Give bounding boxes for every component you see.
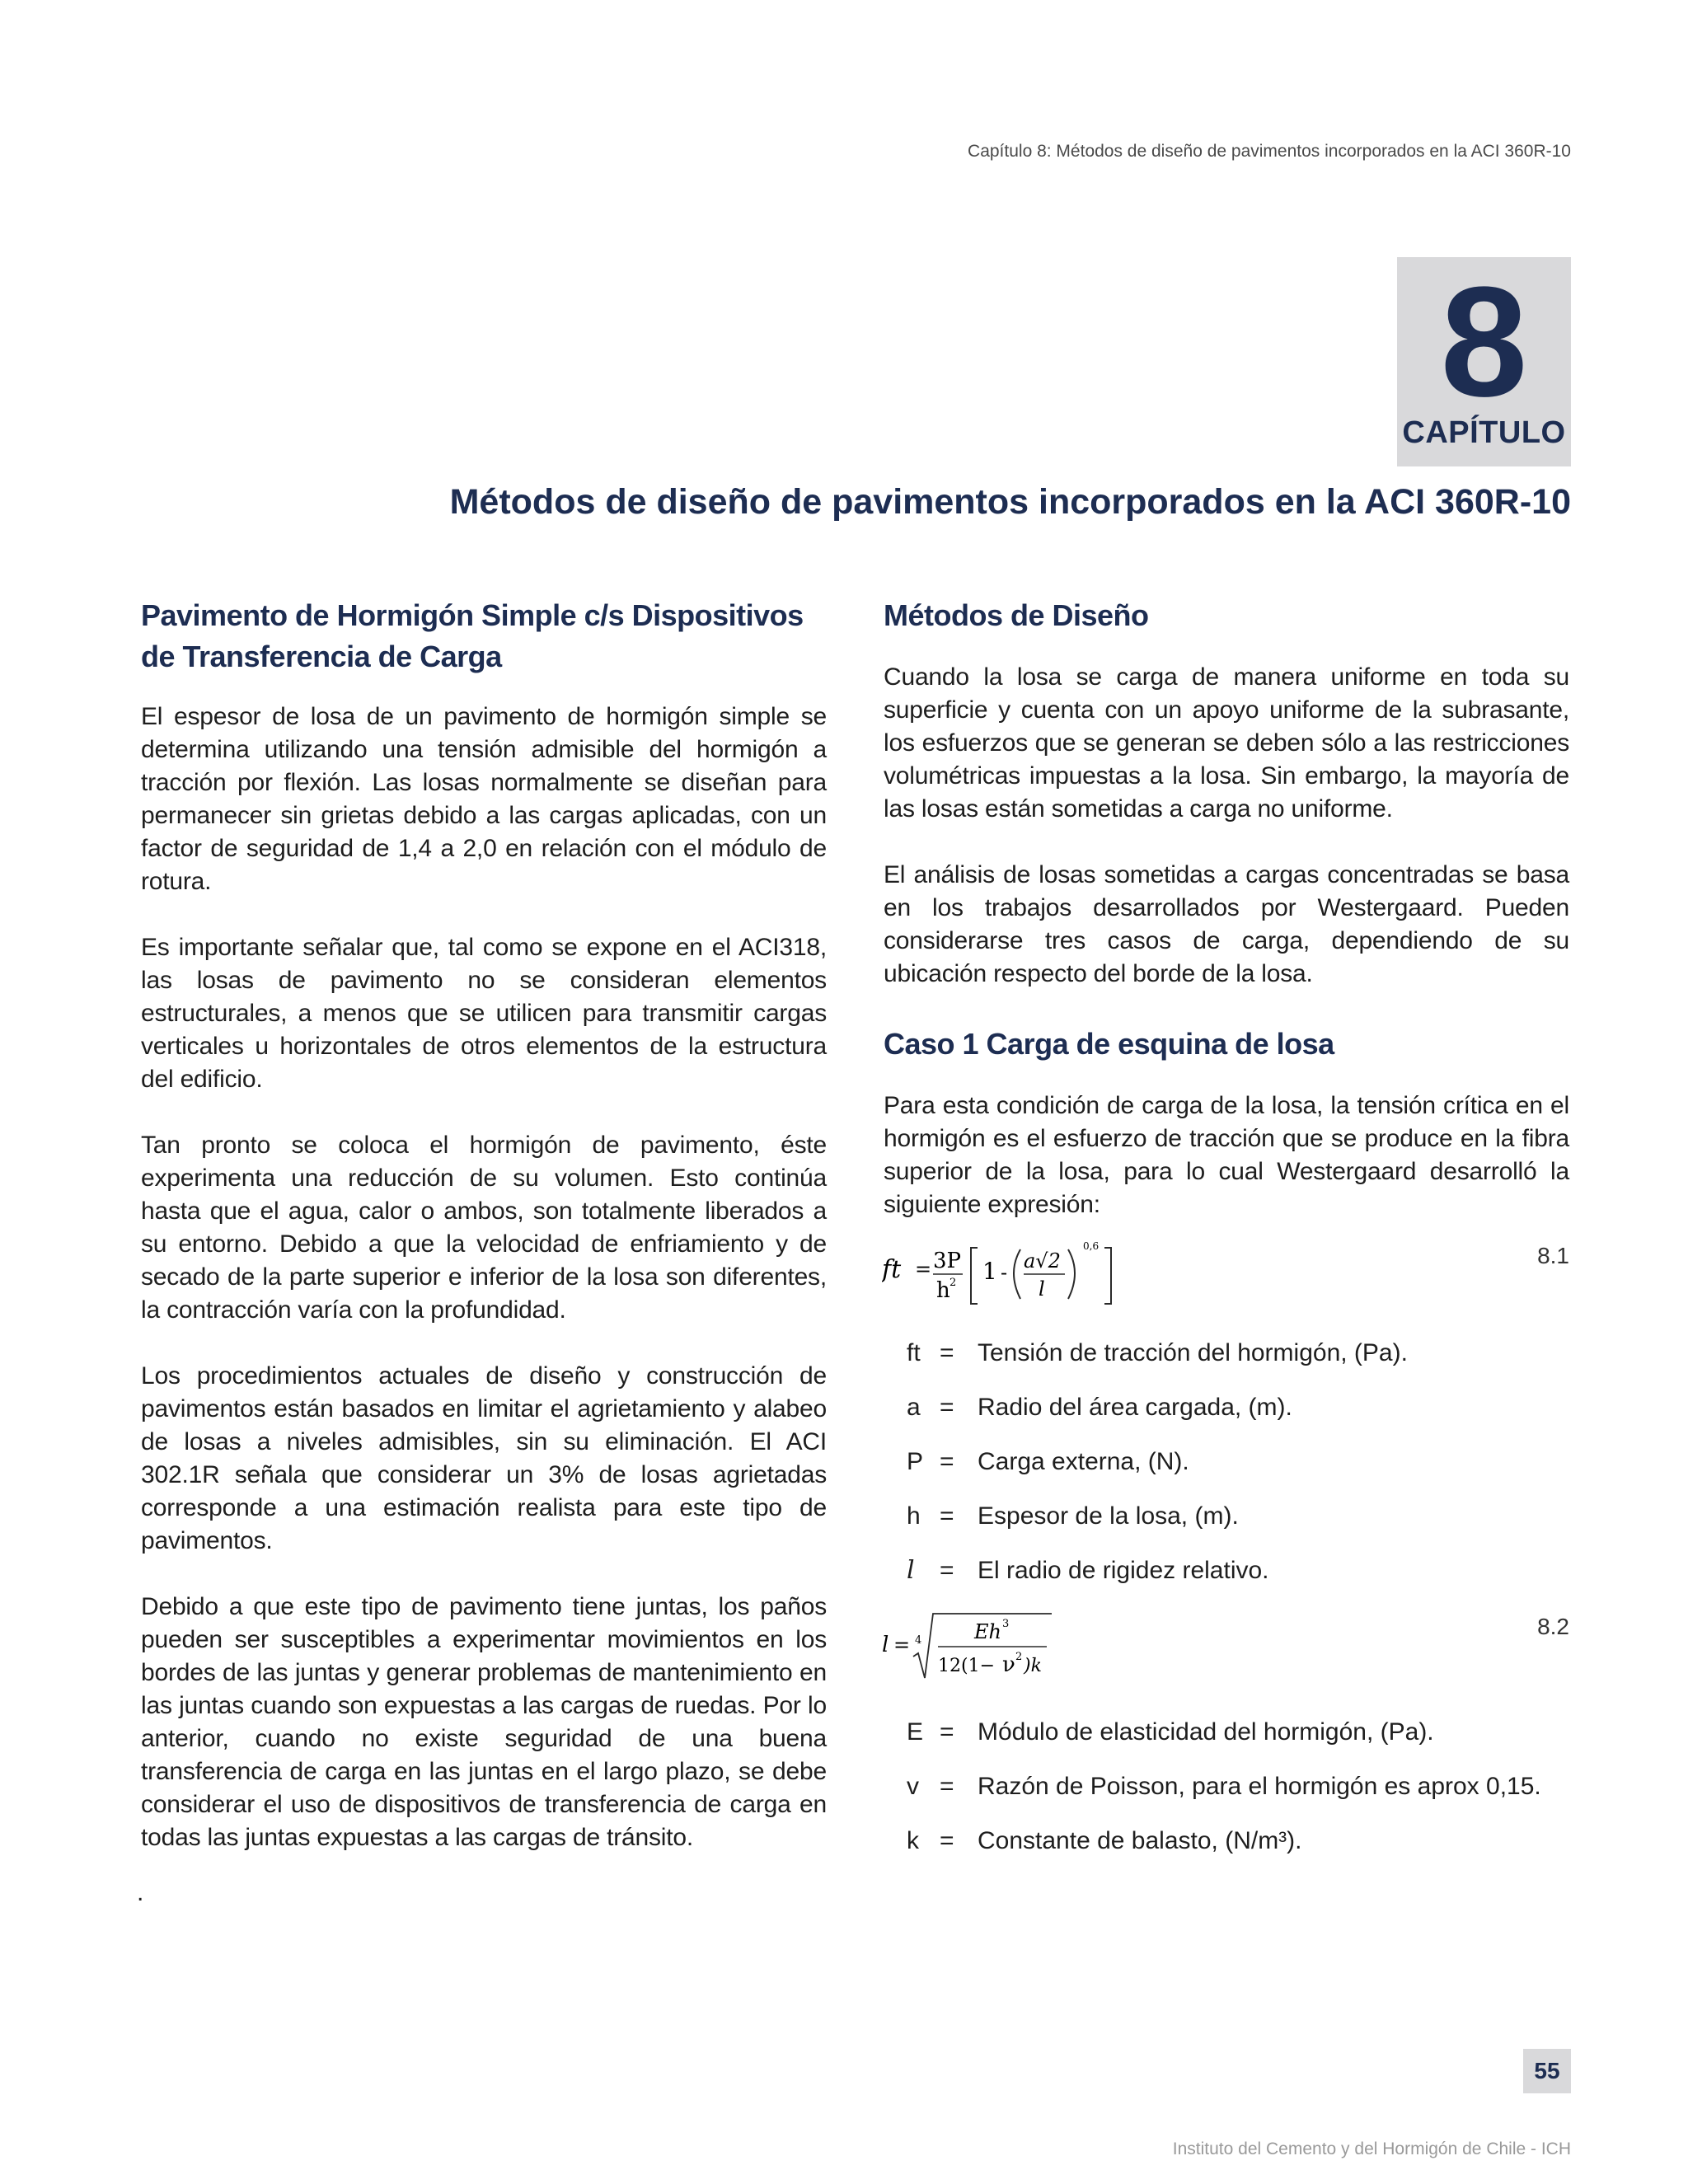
- section-heading-case-1: Caso 1 Carga de esquina de losa: [884, 1027, 1334, 1061]
- formula-equals: =: [915, 1258, 932, 1281]
- variable-description: Carga externa, (N).: [978, 1448, 1189, 1475]
- left-bracket: [971, 1248, 978, 1304]
- variable-item: [884, 1391, 1569, 1446]
- variable-symbol: P: [907, 1448, 924, 1475]
- variable-description: Radio del área cargada, (m).: [978, 1394, 1292, 1421]
- variable-description: Módulo de elasticidad del hormigón, (Pa).: [978, 1718, 1434, 1746]
- variable-symbol: E: [907, 1718, 924, 1746]
- variable-description: Razón de Poisson, para el hormigón es aprox 0,15.: [978, 1773, 1541, 1800]
- formula-numerator: 3P: [933, 1249, 962, 1273]
- left-column: [141, 595, 827, 1887]
- variable-symbol: k: [907, 1827, 919, 1854]
- variable-list-8-2: [884, 1716, 1569, 1879]
- formula-lhs: l: [882, 1633, 889, 1657]
- formula-8-2-row: [884, 1609, 1569, 1691]
- paragraph: Debido a que este tipo de pavimento tiene juntas, los paños pueden ser susceptibles a experimentar movimientos en los bordes de las juntas y generar problemas de mantenimiento en las juntas cuando son expuestas a las cargas de ruedas. Por lo anterior, cuando no existe seguridad de una buena transferencia de carga en las juntas en el largo plazo, se debe considerar el uso de dispositivos de transferencia de carga en todas las juntas expuestas a las cargas de tránsito.: [141, 1593, 827, 1851]
- variable-equals: =: [940, 1718, 954, 1746]
- right-bracket: [1104, 1248, 1111, 1304]
- formula-8-2: [882, 1609, 1096, 1691]
- right-column: [884, 595, 1569, 1879]
- formula-one: 1: [982, 1258, 997, 1285]
- chapter-title: Métodos de diseño de pavimentos incorporados en la ACI 360R-10: [449, 482, 1571, 522]
- variable-description: El radio de rigidez relativo.: [978, 1557, 1269, 1584]
- paragraph: El análisis de losas sometidas a cargas concentradas se basa en los trabajos desarrollados por Westergaard. Pueden considerarse tres casos de carga, dependiendo de su ubicación respecto del borde de la losa.: [884, 861, 1569, 987]
- numerator-exponent: 3: [1002, 1618, 1010, 1630]
- variable-description: Constante de balasto, (N/m³).: [978, 1827, 1302, 1854]
- variable-item: [884, 1500, 1569, 1554]
- section-heading-design-methods: Métodos de Diseño: [884, 598, 1149, 632]
- variable-description: Tensión de tracción del hormigón, (Pa).: [978, 1339, 1408, 1366]
- running-header: Capítulo 8: Métodos de diseño de pavimentos incorporados en la ACI 360R-10: [968, 142, 1571, 161]
- section-heading-simple-pavement: Pavimento de Hormigón Simple c/s Dispositivos de Transferencia de Carga: [141, 598, 804, 673]
- variable-equals: =: [940, 1502, 954, 1530]
- chapter-badge: [1397, 257, 1571, 466]
- variable-item: [884, 1554, 1569, 1609]
- formula-minus: -: [1001, 1261, 1008, 1284]
- left-paren: [1014, 1249, 1020, 1299]
- formula-equals: =: [893, 1633, 911, 1657]
- variable-symbol: l: [907, 1556, 915, 1585]
- stray-mark: .: [137, 1879, 144, 1906]
- variable-equals: =: [940, 1827, 954, 1854]
- chapter-label: CAPÍTULO: [1402, 415, 1566, 450]
- paragraph: Para esta condición de carga de la losa, la tensión crítica en el hormigón es el esfuerzo de tracción que se produce en la fibra superior de la losa, para lo cual Westergaard desarrolló la siguiente expresión:: [884, 1092, 1569, 1218]
- paragraph: Cuando la losa se carga de manera uniforme en toda su superficie y cuenta con un apoyo uniforme de la subrasante, los esfuerzos que se generan se deben sólo a las restricciones volumétricas impuestas a la losa. Sin embargo, la mayoría de las losas están sometidas a carga no uniforme.: [884, 663, 1569, 823]
- page-number: 55: [1523, 2049, 1571, 2093]
- variable-symbol: v: [907, 1773, 919, 1800]
- footer-organization: Instituto del Cemento y del Hormigón de Chile - ICH: [1172, 2139, 1571, 2158]
- paragraph: El espesor de losa de un pavimento de hormigón simple se determina utilizando una tensión admisible del hormigón a tracción por flexión. Las losas normalmente se diseñan para permanecer sin grietas debido a las cargas aplicadas, con un factor de seguridad de 1,4 a 2,0 en relación con el módulo de rotura.: [141, 703, 827, 895]
- paragraph: Es importante señalar que, tal como se expone en el ACI318, las losas de pavimento no se consideran elementos estructurales, a menos que se utilicen para transmitir cargas verticales u horizontales de otros elementos de la estructura del edificio.: [141, 934, 827, 1093]
- variable-item: [884, 1825, 1569, 1879]
- formula-lhs: ft: [882, 1255, 902, 1284]
- chapter-number: 8: [1440, 255, 1528, 429]
- variable-symbol: ft: [907, 1339, 921, 1366]
- variable-item: [884, 1770, 1569, 1825]
- radicand-numerator: Eh: [974, 1620, 1001, 1643]
- formula-8-1: [882, 1238, 1146, 1320]
- radicand-denominator-b: )k: [1024, 1656, 1042, 1676]
- formula-denominator: h: [936, 1278, 950, 1303]
- variable-description: Espesor de la losa, (m).: [978, 1502, 1239, 1530]
- variable-equals: =: [940, 1448, 954, 1475]
- variable-item: [884, 1716, 1569, 1770]
- poisson-symbol: ν: [1002, 1652, 1015, 1677]
- variable-item: [884, 1337, 1569, 1391]
- radicand-denominator-a: 12(1−: [938, 1656, 996, 1676]
- root-index: 4: [915, 1634, 922, 1647]
- variable-symbol: h: [907, 1502, 921, 1530]
- right-paren: [1068, 1249, 1075, 1299]
- equation-number: 8.2: [1537, 1614, 1569, 1639]
- equation-number: 8.1: [1537, 1243, 1569, 1268]
- paragraph: Tan pronto se coloca el hormigón de pavimento, éste experimenta una reducción de su volumen. Esto continúa hasta que el agua, calor o ambos, son totalmente liberados a su entorno. Debido a que la velocidad de enfriamiento y de secado de la parte superior e inferior de la losa son diferentes, la contracción varía con la profundidad.: [141, 1132, 827, 1324]
- variable-item: [884, 1446, 1569, 1500]
- variable-list-8-1: [884, 1337, 1569, 1609]
- variable-equals: =: [940, 1339, 954, 1366]
- formula-8-1-row: [884, 1238, 1569, 1320]
- inner-numerator: a√2: [1024, 1249, 1061, 1272]
- variable-equals: =: [940, 1557, 954, 1584]
- denominator-exponent: 2: [1015, 1651, 1023, 1663]
- variable-equals: =: [940, 1394, 954, 1421]
- formula-exponent: 0,6: [1083, 1240, 1100, 1252]
- variable-equals: =: [940, 1773, 954, 1800]
- formula-den-exponent: 2: [950, 1277, 957, 1289]
- variable-symbol: a: [907, 1394, 921, 1421]
- paragraph: Los procedimientos actuales de diseño y construcción de pavimentos están basados en limitar el agrietamiento y alabeo de losas a niveles admisibles, sin su eliminación. El ACI 302.1R señala que considerar un 3% de losas agrietadas corresponde a una estimación realista para este tipo de pavimentos.: [141, 1362, 827, 1554]
- inner-denominator: l: [1039, 1277, 1045, 1301]
